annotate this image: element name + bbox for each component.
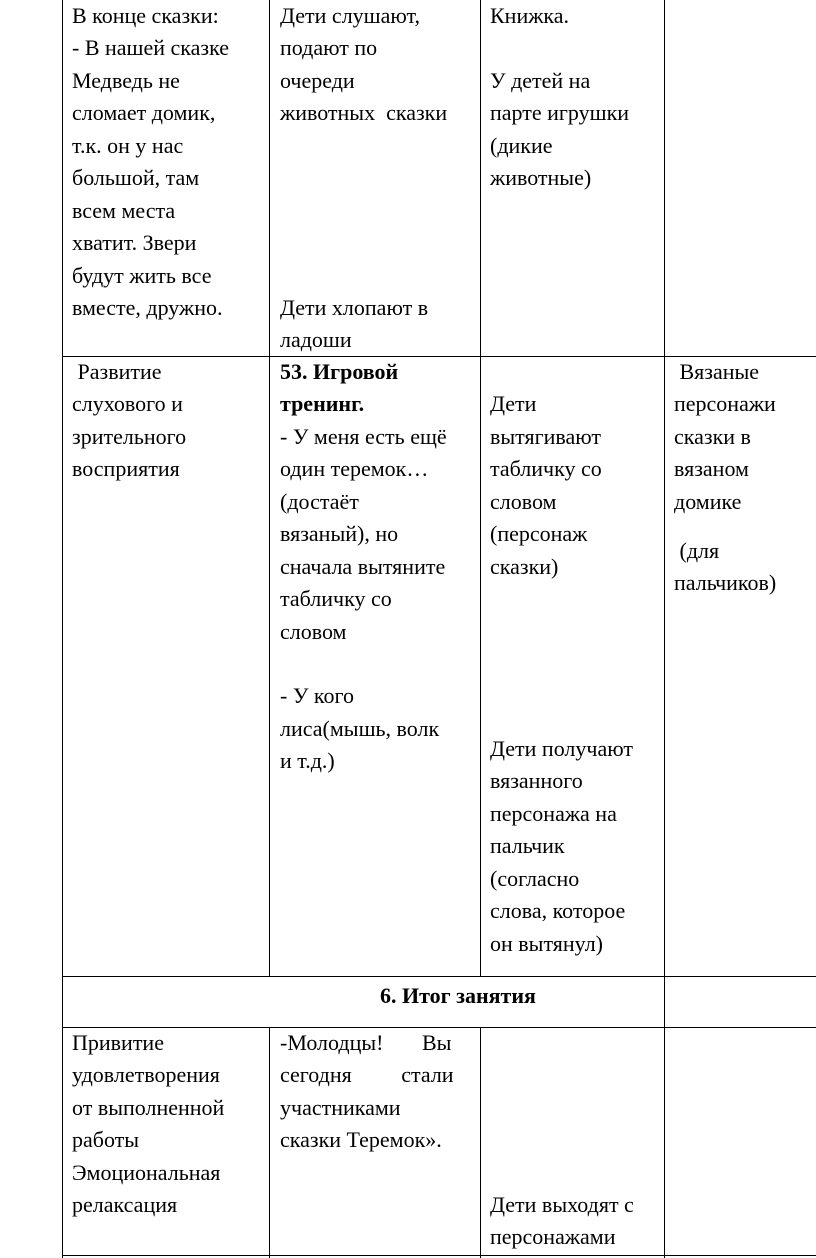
cell-line: табличку со xyxy=(490,456,602,481)
cell-line: он вытянул) xyxy=(490,931,603,956)
cell-line: всем места xyxy=(72,198,176,223)
cell-line: У детей на xyxy=(490,68,591,93)
cell-line: персонажи xyxy=(674,391,776,416)
cell-line: участниками xyxy=(280,1095,401,1120)
cell-line: сломает домик, xyxy=(72,100,216,125)
table-border-col3 xyxy=(480,0,481,976)
table-border-col2 xyxy=(269,1027,270,1258)
cell-line: релаксация xyxy=(72,1192,178,1217)
cell-line: словом xyxy=(490,489,557,514)
cell-line: вместе, дружно. xyxy=(72,295,223,320)
cell-line: (дикие xyxy=(490,133,553,158)
cell-line: лиса(мышь, волк xyxy=(280,716,440,741)
cell-line: слова, которое xyxy=(490,898,626,923)
cell-line: В конце сказки: xyxy=(72,3,219,28)
cell-line: вязаный), но xyxy=(280,521,399,546)
cell-line: и т.д.) xyxy=(280,748,335,773)
cell-line: большой, там xyxy=(72,165,200,190)
cell-line: хватит. Звери xyxy=(72,230,197,255)
cell-line: Дети xyxy=(490,391,537,416)
cell-line: пальчик xyxy=(490,833,565,858)
cell-line: Медведь не xyxy=(72,68,180,93)
cell-line: пальчиков) xyxy=(674,570,777,595)
cell-line: Привитие xyxy=(72,1030,164,1055)
cell-line: Вязаные xyxy=(674,359,760,384)
cell-line: сначала вытяните xyxy=(280,554,446,579)
cell-line: сегодня стали xyxy=(280,1062,454,1087)
cell-line: сказки Теремок». xyxy=(280,1127,442,1152)
cell-line: словом xyxy=(280,619,347,644)
cell-line: вязаном xyxy=(674,456,749,481)
cell-line: домике xyxy=(674,489,742,514)
cell-heading: 53. Игровой xyxy=(280,359,399,384)
cell-line: (достаёт xyxy=(280,489,359,514)
cell-line: работы xyxy=(72,1127,140,1152)
cell-line: Дети слушают, xyxy=(280,3,420,28)
cell-line: парте игрушки xyxy=(490,100,630,125)
cell-line: будут жить все xyxy=(72,263,212,288)
cell-line: слухового и xyxy=(72,391,183,416)
cell-line: очереди xyxy=(280,68,355,93)
cell-line: вязанного xyxy=(490,768,583,793)
cell-line: Развитие xyxy=(72,359,162,384)
cell-line: сказки) xyxy=(490,554,559,579)
cell-line: Эмоциональная xyxy=(72,1160,221,1185)
table-border-col3 xyxy=(480,1027,481,1258)
cell-line: (персонаж xyxy=(490,521,588,546)
cell-line: (для xyxy=(674,538,720,563)
cell-line: один теремок… xyxy=(280,456,429,481)
cell-line: - В нашей сказке xyxy=(72,35,229,60)
cell-line: зрительного xyxy=(72,424,187,449)
section-heading: 6. Итог занятия xyxy=(380,983,536,1008)
cell-line: животных сказки xyxy=(280,100,448,125)
cell-heading: тренинг. xyxy=(280,391,365,416)
cell-line: ладоши xyxy=(280,327,352,352)
cell-line: животные) xyxy=(490,165,592,190)
table-border-col2 xyxy=(269,0,270,976)
table-border-col4 xyxy=(664,0,665,1258)
cell-line: Дети выходят с xyxy=(490,1192,634,1217)
cell-line: персонажа на xyxy=(490,801,617,826)
cell-line: Книжка. xyxy=(490,3,570,28)
cell-line: персонажами xyxy=(490,1224,616,1249)
cell-line: - У кого xyxy=(280,683,354,708)
cell-line: Дети хлопают в xyxy=(280,295,429,320)
cell-line: восприятия xyxy=(72,456,180,481)
cell-line: -Молодцы! Вы xyxy=(280,1030,452,1055)
cell-line: - У меня есть ещё xyxy=(280,424,447,449)
cell-line: вытягивают xyxy=(490,424,602,449)
cell-line: сказки в xyxy=(674,424,751,449)
cell-line: подают по xyxy=(280,35,378,60)
cell-line: Дети получают xyxy=(490,736,633,761)
cell-line: табличку со xyxy=(280,586,392,611)
row-divider xyxy=(62,976,816,977)
table-border-bottom xyxy=(62,1255,816,1256)
cell-line: от выполненной xyxy=(72,1095,225,1120)
cell-line: (согласно xyxy=(490,866,580,891)
table-border-left xyxy=(62,0,63,1258)
cell-line: удовлетворения xyxy=(72,1062,220,1087)
cell-line: т.к. он у нас xyxy=(72,133,184,158)
